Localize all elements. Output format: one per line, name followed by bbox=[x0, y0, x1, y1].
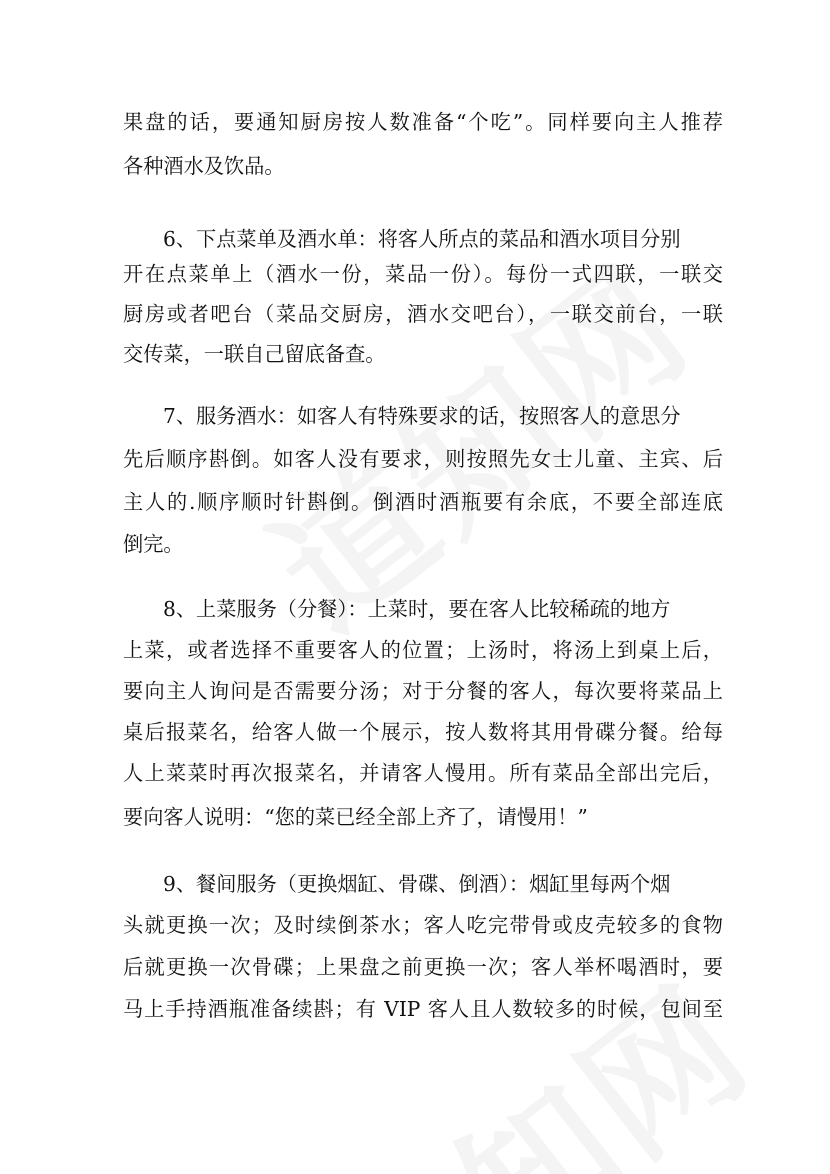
text-line: 要向客人说明：“您的菜已经全部上齐了，请慢用！” bbox=[123, 805, 588, 829]
text-line: 果盘的话，要通知厨房按人数准备“个吃”。同样要向主人推荐 bbox=[123, 110, 723, 134]
text-line: 桌后报菜名，给客人做一个展示，按人数将其用骨碟分餐。给每 bbox=[123, 720, 723, 744]
text-line: 8、上菜服务（分餐）：上菜时，要在客人比较稀疏的地方 bbox=[163, 597, 671, 621]
text-line: 7、服务酒水：如客人有特殊要求的话，按照客人的意思分 bbox=[163, 404, 681, 428]
text-line: 上菜，或者选择不重要客人的位置；上汤时，将汤上到桌上后， bbox=[123, 638, 723, 662]
text-line: 交传菜，一联自己留底备查。 bbox=[123, 342, 386, 366]
text-line: 倒完。 bbox=[123, 532, 184, 556]
text-line: 要向主人询问是否需要分汤；对于分餐的客人，每次要将菜品上 bbox=[123, 679, 723, 703]
text-line: 各种酒水及饮品。 bbox=[123, 154, 285, 178]
text-line: 6、下点菜单及酒水单：将客人所点的菜品和酒水项目分别 bbox=[163, 227, 681, 251]
text-line: 开在点菜单上（酒水一份，菜品一份）。每份一式四联，一联交 bbox=[123, 262, 723, 286]
text-line: 头就更换一次；及时续倒茶水；客人吃完带骨或皮壳较多的食物 bbox=[123, 913, 723, 937]
text-line: 人上菜菜时再次报菜名，并请客人慢用。所有菜品全部出完后， bbox=[123, 761, 723, 785]
text-line: 主人的.顺序顺时针斟倒。倒酒时酒瓶要有余底，不要全部连底 bbox=[123, 490, 723, 514]
text-line: 马上手持酒瓶准备续斟；有 VIP 客人且人数较多的时候，包间至 bbox=[123, 997, 723, 1021]
text-line: 厨房或者吧台（菜品交厨房，酒水交吧台），一联交前台，一联 bbox=[123, 302, 723, 326]
text-line: 后就更换一次骨碟；上果盘之前更换一次；客人举杯喝酒时，要 bbox=[123, 955, 723, 979]
text-line: 9、餐间服务（更换烟缸、骨碟、倒酒）：烟缸里每两个烟 bbox=[163, 872, 671, 896]
text-line: 先后顺序斟倒。如客人没有要求，则按照先女士儿童、主宾、后 bbox=[123, 447, 723, 471]
